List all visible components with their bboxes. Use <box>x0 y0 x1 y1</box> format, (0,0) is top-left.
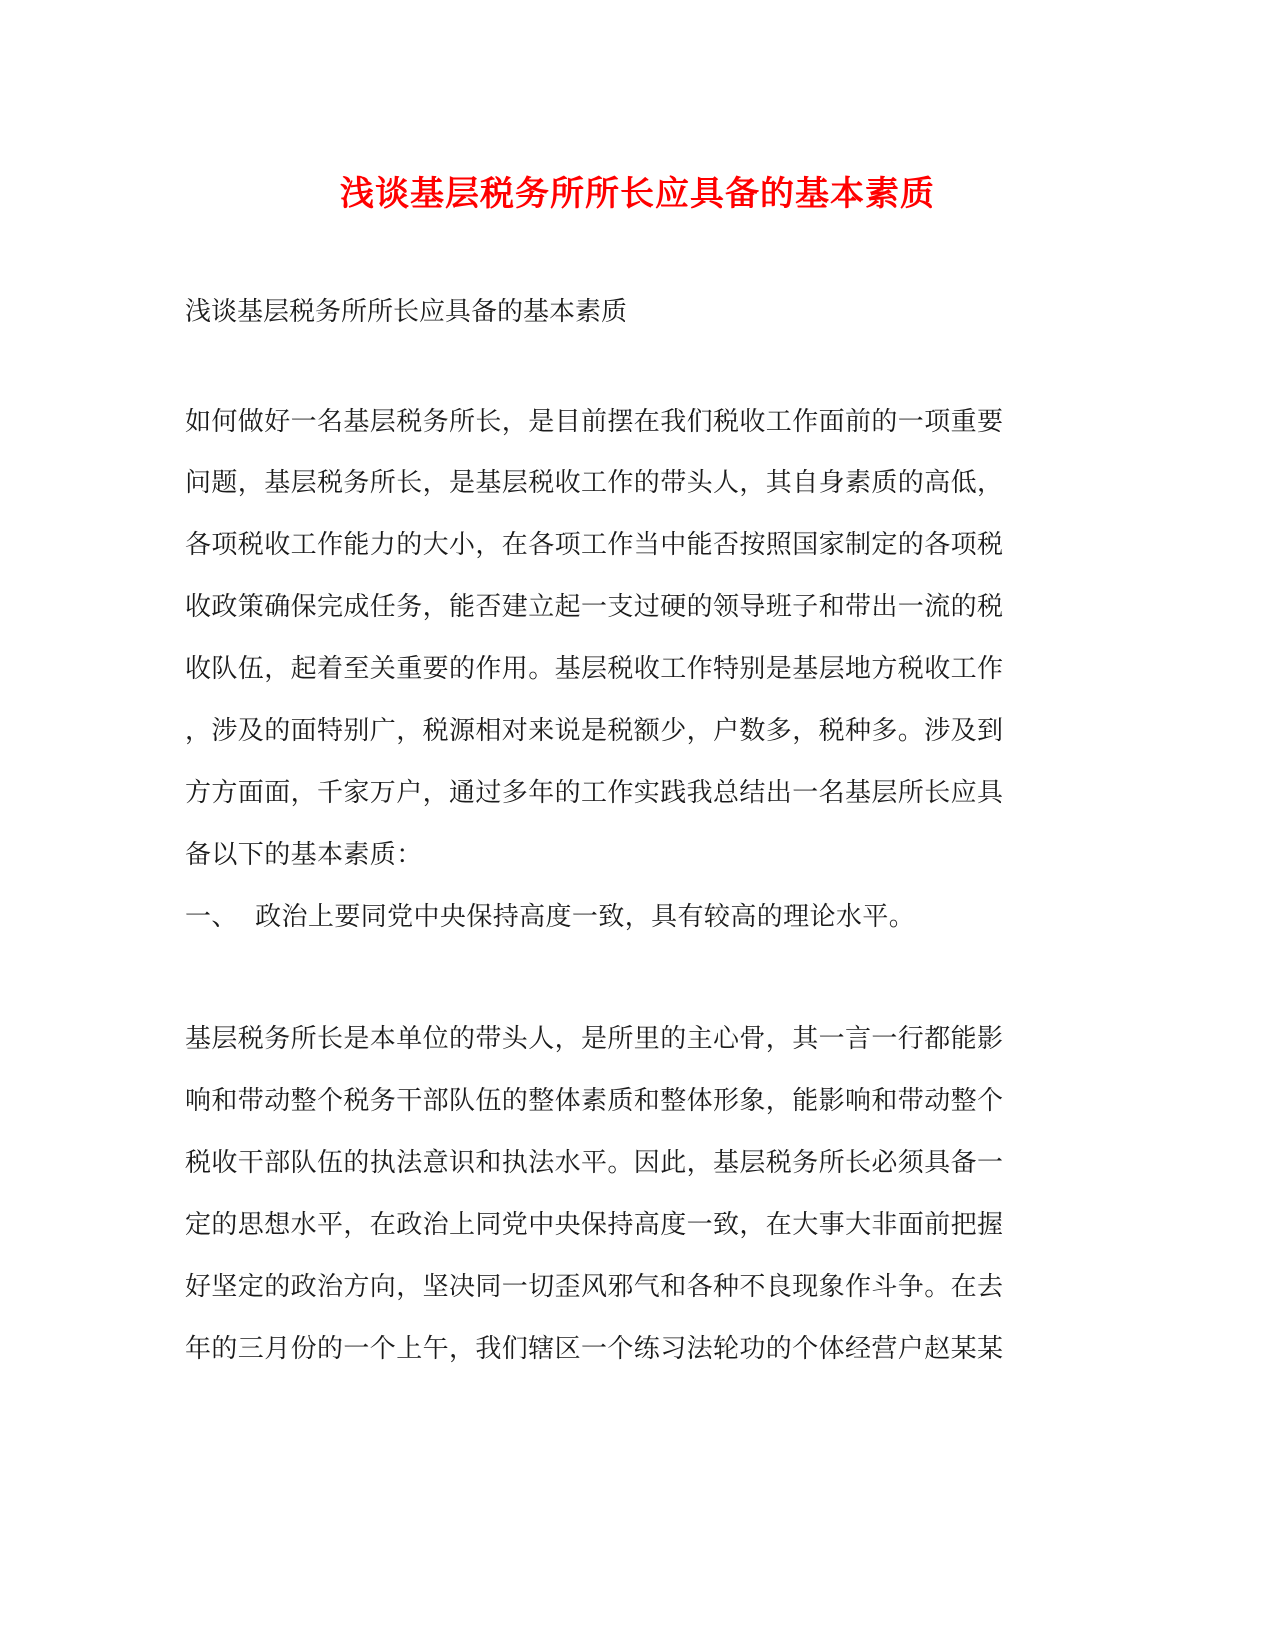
paragraph-1-line: 收队伍，起着至关重要的作用。基层税收工作特别是基层地方税收工作 <box>185 654 1004 684</box>
paragraph-1-line: 收政策确保完成任务，能否建立起一支过硬的领导班子和带出一流的税 <box>185 592 1004 622</box>
document-subtitle: 浅谈基层税务所所长应具备的基本素质 <box>185 297 628 327</box>
paragraph-2-line: 年的三月份的一个上午，我们辖区一个练习法轮功的个体经营户赵某某 <box>185 1334 1004 1364</box>
document-title: 浅谈基层税务所所长应具备的基本素质 <box>340 174 935 214</box>
paragraph-1-line: 备以下的基本素质： <box>185 840 423 870</box>
paragraph-1-line: 问题，基层税务所长，是基层税收工作的带头人，其自身素质的高低， <box>185 468 1004 498</box>
paragraph-2-line: 响和带动整个税务干部队伍的整体素质和整体形象，能影响和带动整个 <box>185 1086 1004 1116</box>
paragraph-2-line: 税收干部队伍的执法意识和执法水平。因此，基层税务所长必须具备一 <box>185 1148 1004 1178</box>
paragraph-1-line: 如何做好一名基层税务所长，是目前摆在我们税收工作面前的一项重要 <box>185 407 1004 437</box>
paragraph-1-line: 方方面面，千家万户，通过多年的工作实践我总结出一名基层所长应具 <box>185 778 1004 808</box>
paragraph-2-line: 好坚定的政治方向，坚决同一切歪风邪气和各种不良现象作斗争。在去 <box>185 1272 1004 1302</box>
paragraph-1-line: ，涉及的面特别广，税源相对来说是税额少，户数多，税种多。涉及到 <box>185 716 1004 746</box>
paragraph-2-line: 基层税务所长是本单位的带头人，是所里的主心骨，其一言一行都能影 <box>185 1024 1004 1054</box>
section-heading: 一、 政治上要同党中央保持高度一致，具有较高的理论水平。 <box>185 902 916 932</box>
paragraph-2-line: 定的思想水平，在政治上同党中央保持高度一致，在大事大非面前把握 <box>185 1210 1004 1240</box>
paragraph-1-line: 各项税收工作能力的大小，在各项工作当中能否按照国家制定的各项税 <box>185 530 1004 560</box>
